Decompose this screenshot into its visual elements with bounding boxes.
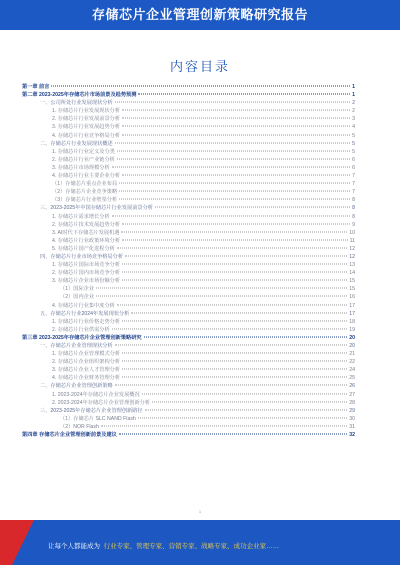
toc-entry-page: 32	[349, 432, 355, 439]
toc-entry-title: 一、公司所处行业发展现状分析	[40, 100, 113, 107]
toc-dot-leader	[122, 223, 350, 224]
toc-entry-page: 24	[349, 367, 355, 374]
toc-entry-title: 2. 存储芯片行业产业链分析	[52, 156, 115, 163]
toc-entry[interactable]	[22, 253, 355, 261]
toc-entry-page: 5	[352, 140, 355, 147]
toc-entry-title: 三、2023-2025年存储芯片企业管理创新路径	[40, 407, 143, 414]
toc-entry[interactable]	[22, 326, 355, 334]
toc-entry-title: 3. 存储芯片行业发展趋势分析	[52, 124, 121, 131]
toc-entry-page: 6	[352, 156, 355, 163]
toc-dot-leader	[122, 377, 347, 378]
toc-dot-leader	[122, 272, 347, 273]
toc-entry[interactable]	[22, 180, 355, 188]
toc-entry-page: 5	[352, 132, 355, 139]
toc-entry-title: 一、存储芯片企业管理现状分析	[40, 343, 113, 349]
toc-entry-page: 5	[352, 148, 355, 155]
toc-entry[interactable]	[22, 358, 355, 366]
toc-entry-page: 22	[349, 359, 355, 366]
toc-dot-leader	[144, 336, 348, 337]
toc-entry-page: 2	[352, 108, 355, 115]
toc-dot-leader	[112, 166, 350, 167]
report-title: 存储芯片企业管理创新策略研究报告	[91, 7, 308, 22]
toc-entry-title: 3. 存储芯片企业市场份额分析	[52, 278, 121, 285]
toc-entry-title: 第二章 2023-2025年存储芯片市场前景及趋势预测	[22, 92, 137, 99]
toc-entry[interactable]	[22, 172, 355, 180]
toc-entry-page: 20	[349, 343, 355, 349]
toc-entry-title: 二、存储芯片企业管理创新策略	[40, 383, 113, 390]
table-of-contents	[22, 83, 355, 439]
toc-entry[interactable]	[22, 302, 355, 310]
footer-slogan-highlight: 行业专家、管理专家、营销专家、战略专家、成功企业家……	[103, 543, 280, 550]
toc-entry[interactable]	[22, 148, 355, 156]
toc-entry-page: 11	[349, 237, 355, 244]
toc-dot-leader	[51, 86, 350, 87]
toc-entry-title: 1. 存储芯片国际市场竞争分析	[52, 262, 121, 269]
toc-entry-page: 13	[349, 262, 355, 269]
toc-dot-leader	[131, 312, 347, 313]
toc-entry-page: 31	[349, 423, 355, 430]
toc-entry-page: 27	[349, 391, 355, 398]
toc-dot-leader	[115, 345, 348, 346]
toc-entry-title: 2. 2023-2024年存储芯片企业管理创新分析	[52, 399, 151, 406]
toc-entry-page: 30	[349, 415, 355, 422]
toc-entry[interactable]	[22, 261, 355, 269]
toc-dot-leader	[119, 183, 350, 184]
toc-entry-title: 4. 存储芯片行业集中度分析	[52, 302, 115, 309]
toc-entry-page: 1	[352, 92, 355, 99]
toc-entry-title: 第三章 2023-2025年存储芯片企业管理创新策略研究	[22, 334, 142, 341]
toc-entry[interactable]	[22, 318, 355, 326]
footer-slogan-prefix: 让每个人都能成为	[48, 543, 100, 550]
toc-entry[interactable]	[22, 285, 355, 293]
toc-entry-title: 3. AI时代下存储芯片发展机遇	[52, 229, 120, 236]
toc-entry-page: 21	[349, 351, 355, 358]
toc-entry[interactable]	[22, 123, 355, 131]
toc-entry-title: 1. 存储芯片行业定义及分类	[52, 148, 115, 155]
toc-dot-leader	[115, 102, 350, 103]
toc-entry-page: 3	[352, 116, 355, 123]
toc-dot-leader	[122, 175, 350, 176]
toc-dot-leader	[117, 158, 350, 159]
toc-entry[interactable]	[22, 366, 355, 374]
toc-entry-page: 20	[349, 334, 355, 341]
toc-dot-leader	[119, 434, 347, 435]
toc-dot-leader	[122, 353, 347, 354]
toc-entry-title: 4. 存储芯片企业财务管理分析	[52, 375, 121, 382]
toc-dot-leader	[122, 320, 347, 321]
toc-entry-title: 4. 存储芯片行业主要企业分析	[52, 173, 121, 180]
toc-entry-page: 16	[349, 294, 355, 301]
toc-entry-page: 26	[349, 383, 355, 390]
toc-entry-page: 8	[352, 197, 355, 204]
toc-entry-title: 三、2023-2025年中国存储芯片行业发展前景分析	[40, 205, 153, 212]
toc-entry-page: 7	[352, 181, 355, 188]
toc-entry-page: 9	[352, 221, 355, 228]
toc-entry[interactable]	[22, 415, 355, 423]
toc-dot-leader	[122, 134, 350, 135]
toc-entry[interactable]	[22, 132, 355, 140]
toc-entry[interactable]	[22, 188, 355, 196]
toc-dot-leader	[138, 94, 350, 95]
toc-entry[interactable]	[22, 115, 355, 123]
toc-entry-page: 8	[352, 213, 355, 220]
toc-entry-title: 二、存储芯片行业发展现状概述	[40, 140, 113, 147]
toc-entry-title: 4. 存储芯片行业政策环境分析	[52, 237, 121, 244]
toc-entry-title: （2）NOR Flash	[60, 423, 99, 430]
toc-dot-leader	[122, 264, 347, 265]
toc-dot-leader	[115, 385, 348, 386]
toc-dot-leader	[101, 425, 347, 426]
toc-heading: 内容目录	[169, 59, 230, 74]
toc-entry[interactable]	[22, 107, 355, 115]
toc-entry-title: 四、存储芯片行业市场竞争格局分析	[40, 253, 124, 260]
toc-entry-title: 第四章 存储芯片企业管理创新前景及建议	[22, 432, 117, 439]
toc-entry-title: （1）国际企业	[60, 286, 95, 293]
toc-dot-leader	[122, 118, 350, 119]
footer-red-stripe	[0, 520, 12, 565]
toc-entry[interactable]	[22, 99, 355, 107]
toc-entry[interactable]	[22, 407, 355, 415]
toc-dot-leader	[96, 288, 347, 289]
page-number: 1	[198, 509, 202, 514]
toc-entry[interactable]	[22, 382, 355, 390]
toc-entry-page: 10	[349, 229, 355, 236]
toc-entry[interactable]	[22, 431, 355, 439]
toc-entry-page: 8	[352, 205, 355, 212]
toc-dot-leader	[112, 215, 350, 216]
toc-entry-page: 17	[349, 302, 355, 309]
toc-entry[interactable]	[22, 91, 355, 99]
toc-entry[interactable]	[22, 140, 355, 148]
toc-entry[interactable]	[22, 213, 355, 221]
toc-dot-leader	[122, 126, 350, 127]
toc-entry[interactable]	[22, 229, 355, 237]
toc-dot-leader	[125, 255, 347, 256]
toc-entry-title: 2. 存储芯片技术发展趋势分析	[52, 221, 121, 228]
toc-entry[interactable]	[22, 277, 355, 285]
toc-dot-leader	[117, 150, 350, 151]
toc-entry-page: 7	[352, 189, 355, 196]
footer-slogan	[48, 541, 279, 550]
toc-dot-leader	[155, 207, 350, 208]
toc-entry-title: 1. 存储芯片企业管理模式分析	[52, 351, 121, 358]
toc-dot-leader	[115, 142, 350, 143]
toc-entry-title: 1. 存储芯片行业发展现状分析	[52, 108, 121, 115]
toc-entry[interactable]	[22, 399, 355, 407]
toc-entry[interactable]	[22, 310, 355, 318]
toc-entry[interactable]	[22, 350, 355, 358]
toc-dot-leader	[122, 361, 347, 362]
toc-dot-leader	[119, 199, 350, 200]
toc-entry-title: 五、存储芯片行业2024年发展现状分析	[40, 310, 130, 317]
toc-dot-leader	[117, 247, 347, 248]
toc-entry-title: 3. 存储芯片企业人才管理分析	[52, 367, 121, 374]
toc-entry[interactable]	[22, 83, 355, 91]
toc-entry-page: 15	[349, 286, 355, 293]
toc-dot-leader	[122, 110, 350, 111]
toc-entry-title: 第一章 前言	[22, 84, 50, 90]
toc-entry-page: 17	[349, 310, 355, 317]
toc-entry[interactable]	[22, 164, 355, 172]
toc-entry-title: 5. 存储芯片国产化进程分析	[52, 245, 115, 252]
toc-entry-title: （2）国内企业	[60, 294, 95, 301]
toc-entry-title: （1）存储芯片重点企业布局	[52, 181, 118, 188]
toc-dot-leader	[117, 304, 347, 305]
toc-entry-title: （2）存储芯片企业竞争策略	[52, 189, 118, 196]
toc-entry[interactable]	[22, 245, 355, 253]
toc-entry[interactable]	[22, 423, 355, 431]
toc-entry-title: 2. 存储芯片行业供需分析	[52, 326, 110, 333]
toc-entry[interactable]	[22, 374, 355, 382]
toc-entry-page: 18	[349, 318, 355, 325]
toc-dot-leader	[119, 191, 350, 192]
toc-entry-page: 19	[349, 326, 355, 333]
toc-entry-page: 6	[352, 164, 355, 171]
toc-entry-title: 1. 存储芯片需求增长分析	[52, 213, 110, 220]
toc-entry[interactable]	[22, 196, 355, 204]
toc-entry[interactable]	[22, 293, 355, 301]
toc-entry-title: （3）存储芯片行业壁垒分析	[52, 197, 118, 204]
toc-entry-title: 2. 存储芯片国内市场竞争分析	[52, 270, 121, 277]
toc-dot-leader	[122, 369, 347, 370]
toc-dot-leader	[145, 409, 348, 410]
toc-entry-title: 1. 2023-2024年存储芯片企业发展概况	[52, 391, 140, 398]
toc-entry-title: 2. 存储芯片行业发展前景分析	[52, 116, 121, 123]
toc-entry-page: 12	[349, 253, 355, 260]
toc-entry-title: 1. 存储芯片行业价格走势分析	[52, 318, 121, 325]
toc-entry[interactable]	[22, 269, 355, 277]
toc-dot-leader	[122, 280, 347, 281]
toc-entry-title: 4. 存储芯片行业竞争格局分析	[52, 132, 121, 139]
toc-entry[interactable]	[22, 204, 355, 212]
toc-dot-leader	[122, 239, 348, 240]
toc-dot-leader	[142, 393, 348, 394]
toc-entry-page: 28	[349, 399, 355, 406]
toc-entry[interactable]	[22, 156, 355, 164]
toc-entry[interactable]	[22, 237, 355, 245]
toc-entry-title: 3. 存储芯片市场规模分析	[52, 164, 110, 171]
toc-entry-page: 12	[349, 245, 355, 252]
toc-entry-page: 25	[349, 375, 355, 382]
toc-entry[interactable]	[22, 221, 355, 229]
toc-entry-page: 4	[352, 124, 355, 131]
toc-dot-leader	[121, 231, 347, 232]
toc-entry[interactable]	[22, 391, 355, 399]
toc-entry-page: 14	[349, 270, 355, 277]
toc-entry-page: 29	[349, 407, 355, 414]
toc-dot-leader	[112, 328, 348, 329]
toc-entry-page: 2	[352, 100, 355, 107]
toc-entry-title: 2. 存储芯片企业组织架构分析	[52, 359, 121, 366]
toc-entry-page: 15	[349, 278, 355, 285]
toc-dot-leader	[152, 401, 347, 402]
toc-entry[interactable]	[22, 334, 355, 342]
toc-dot-leader	[96, 296, 347, 297]
toc-entry[interactable]	[22, 342, 355, 350]
footer-red-triangle	[12, 520, 34, 565]
toc-entry-page: 7	[352, 173, 355, 180]
toc-entry-title: （1）存储芯片 SLC NAND Flash	[60, 415, 136, 422]
toc-entry-page: 1	[352, 84, 355, 90]
toc-dot-leader	[138, 417, 347, 418]
